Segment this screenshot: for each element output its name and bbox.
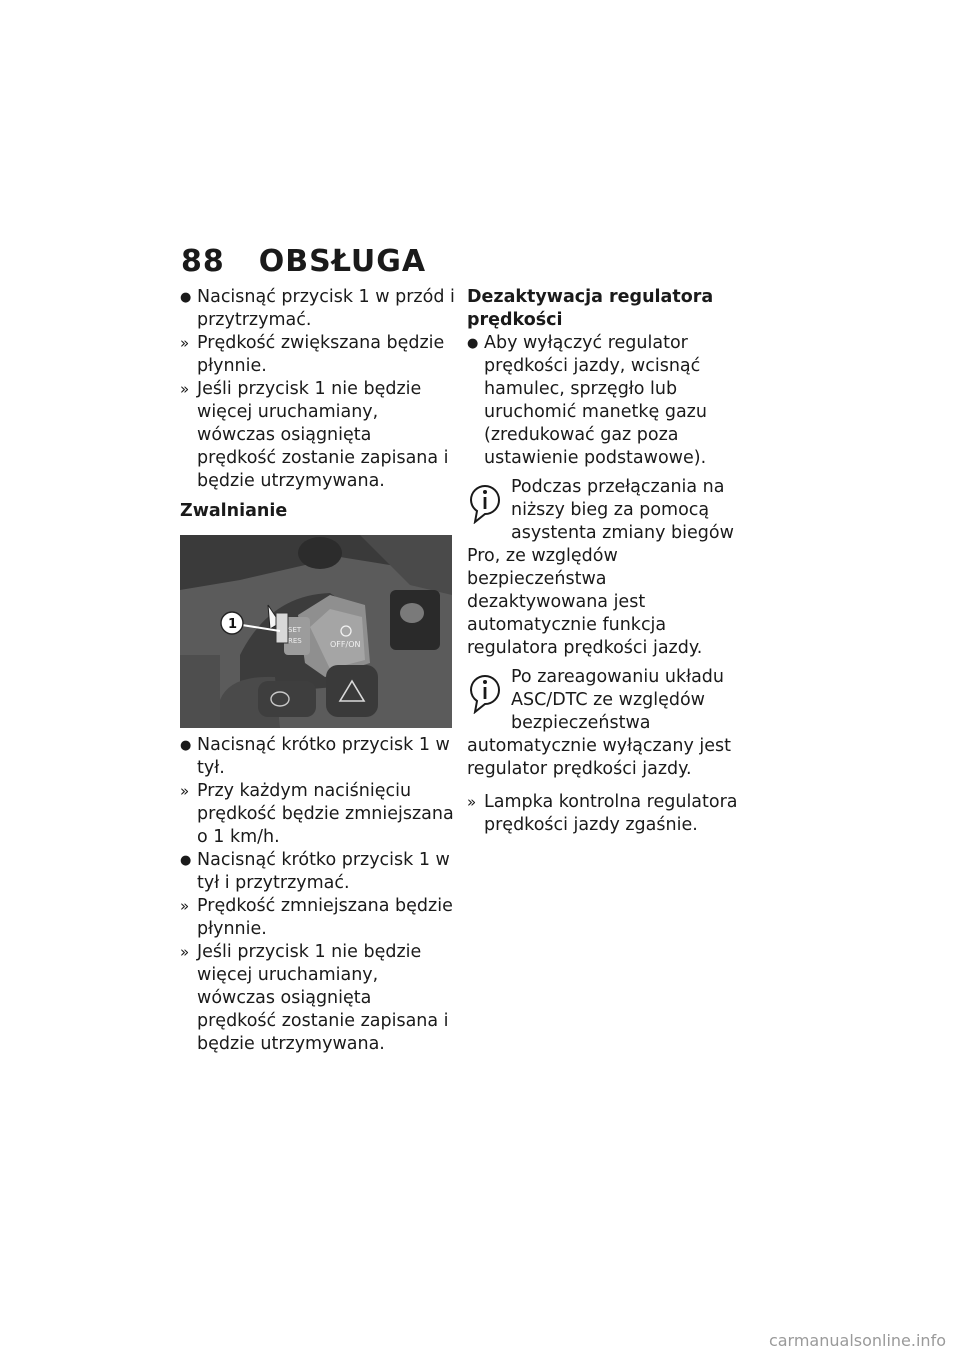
result-text: Jeśli przycisk 1 nie będzie więcej uruchamiany, wówczas osiągnięta prędkość zostanie zapisana i będzie utrzymywana.: [197, 942, 449, 1054]
result-text: Jeśli przycisk 1 nie będzie więcej uruchamiany, wówczas osiągnięta prędkość zostanie zapisana i będzie utrzymywana.: [197, 379, 449, 491]
left-column: [180, 286, 455, 1056]
result-marker: »: [467, 793, 477, 811]
set-label: SET: [288, 626, 302, 634]
instruction-text: Nacisnąć przycisk 1 w przód i przytrzymać.: [197, 287, 455, 330]
bullet-marker: ●: [180, 853, 192, 868]
result-item: [180, 895, 455, 941]
bullet-marker: ●: [467, 336, 479, 351]
result-marker: »: [180, 334, 190, 352]
result-item: [180, 332, 455, 378]
bullet-marker: ●: [180, 738, 192, 753]
instruction-item: [180, 286, 455, 332]
result-text: Przy każdym naciśnięciu prędkość będzie zmniejszana o 1 km/h.: [197, 781, 454, 847]
result-item: [180, 780, 455, 849]
result-marker: »: [180, 897, 190, 915]
section-title: OBSŁUGA: [258, 244, 427, 279]
result-text: Prędkość zwiększana będzie płynnie.: [197, 333, 445, 376]
instruction-item: [180, 849, 455, 895]
instruction-text: Nacisnąć krótko przycisk 1 w tył.: [197, 735, 450, 778]
instruction-item: [180, 734, 455, 780]
result-marker: »: [180, 380, 190, 398]
instruction-text: Nacisnąć krótko przycisk 1 w tył i przytrzymać.: [197, 850, 450, 893]
page-number: 88: [181, 244, 225, 279]
watermark: carmanualsonline.info: [768, 1331, 946, 1350]
result-marker: »: [180, 782, 190, 800]
right-column: [467, 286, 742, 837]
info-icon: [467, 670, 503, 714]
result-text: Prędkość zmniejszana będzie płynnie.: [197, 896, 453, 939]
subsection-heading: Dezaktywacja regulatora prędkości: [467, 287, 714, 330]
instruction-text: Aby wyłączyć regulator prędkości jazdy, wcisnąć hamulec, sprzęgło lub uruchomić manetkę gazu (zredukować gaz poza ustawienie podstawowe).: [484, 333, 707, 468]
res-label: RES: [288, 637, 302, 645]
page-header: [181, 244, 426, 279]
hazard-button: [326, 665, 378, 717]
headlight-button: [258, 681, 316, 717]
subsection-heading: Zwalnianie: [180, 501, 288, 521]
info-icon: [467, 480, 503, 524]
info-note: [467, 666, 742, 781]
handlebar-switch-photo: [180, 535, 452, 728]
bullet-marker: ●: [180, 290, 192, 305]
result-text: Lampka kontrolna regulatora prędkości jazdy zgaśnie.: [484, 792, 738, 835]
note-text: Podczas przełączania na niższy bieg za pomocą asystenta zmiany biegów Pro, ze względów bezpieczeństwa dezaktywowana jest automatycznie funkcja regulatora prędkości jazdy.: [467, 477, 734, 658]
result-item: [467, 791, 742, 837]
offon-label: OFF/ON: [330, 640, 361, 649]
callout-label: 1: [228, 617, 238, 632]
info-note: [467, 476, 742, 660]
result-item: [180, 378, 455, 493]
note-text: Po zareagowaniu układu ASC/DTC ze względów bezpieczeństwa automatycznie wyłączany jest regulator prędkości jazdy.: [467, 667, 731, 779]
result-marker: »: [180, 943, 190, 961]
result-item: [180, 941, 455, 1056]
instruction-item: [467, 332, 742, 470]
